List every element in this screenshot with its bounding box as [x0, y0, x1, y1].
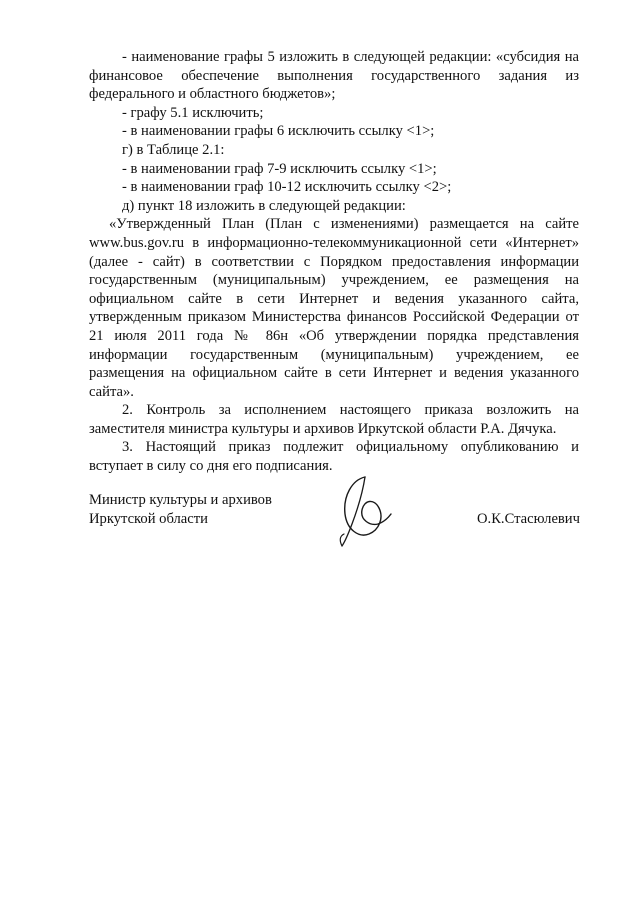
signatory-title-line2: Иркутской области [89, 511, 208, 527]
paragraph-control: 2. Контроль за исполнением настоящего приказа возложить на заместителя министра культуры и архивов Иркутской области Р.А. Дячука. [89, 402, 579, 437]
paragraph-item18: д) пункт 18 изложить в следующей редакции: [122, 197, 406, 214]
signatory-title [89, 491, 272, 529]
handwritten-signature [334, 474, 394, 548]
paragraph-graph51: - графу 5.1 исключить; [122, 104, 264, 121]
signatory-name: О.К.Стасюлевич [477, 511, 580, 527]
signatory-title-line1: Министр культуры и архивов [89, 492, 272, 508]
paragraph-graph5: - наименование графы 5 изложить в следующей редакции: «субсидия на финансовое обеспечение выполнения государственного задания из федерального и областного бюджетов»; [89, 49, 579, 103]
paragraph-graph6: - в наименовании графы 6 исключить ссылку <1>; [122, 123, 435, 140]
paragraph-item18-text: «Утвержденный План (План с изменениями) размещается на сайте www.bus.gov.ru в информационно-телекоммуникационной сети «Интернет» (далее - сайт) в соответствии с Порядком предоставления информации государственным (муниципальным) учреждением, ее размещения на официальном сайте в сети Интернет и ведения указанного сайта, утвержденным приказом Министерства финансов Российской Федерации от 21 июля 2011 года № 86н «Об утверждении порядка представления информации государственным (муниципальным) учреждением, ее размещения на официальном сайте в сети Интернет и ведения указанного сайта». [89, 216, 579, 400]
paragraph-graphs1012: - в наименовании граф 10-12 исключить ссылку <2>; [122, 179, 452, 196]
paragraph-publication: 3. Настоящий приказ подлежит официальному опубликованию и вступает в силу со дня его подписания. [89, 439, 579, 475]
document-body [89, 48, 579, 476]
paragraph-table21: г) в Таблице 2.1: [122, 141, 225, 158]
paragraph-graphs79: - в наименовании граф 7-9 исключить ссылку <1>; [122, 160, 437, 177]
